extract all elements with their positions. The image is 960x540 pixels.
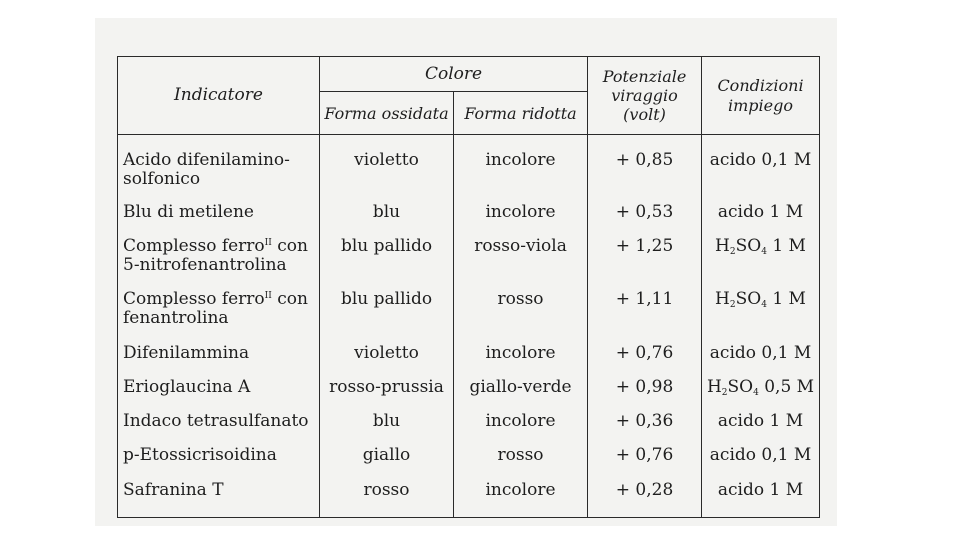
formula-subscript-4: 4 — [753, 387, 759, 398]
header-indicator: Indicatore — [118, 57, 320, 135]
cell-conditions: acido 1 M — [702, 475, 820, 518]
table-row — [118, 135, 820, 197]
concentration-text: 1 M — [766, 235, 806, 256]
cell-indicator-name — [118, 284, 320, 337]
cell-potential: + 0,76 — [588, 338, 702, 372]
table-row — [118, 372, 820, 406]
formula-so: SO — [735, 235, 762, 256]
formula-h: H — [715, 289, 730, 310]
redox-indicators-table — [117, 56, 820, 518]
indicator-name-line1 — [123, 481, 319, 500]
header-oxidized-form: Forma ossidata — [320, 92, 454, 135]
indicator-name-text: Erioglaucina A — [123, 376, 251, 397]
header-reduced-form: Forma ridotta — [454, 92, 588, 135]
formula-subscript-2: 2 — [729, 300, 736, 311]
indicator-name-line1 — [123, 290, 319, 309]
concentration-text: 0,5 M — [758, 376, 815, 397]
indicator-name-text: Complesso ferro — [123, 289, 265, 310]
indicator-name-text: Acido difenilamino- — [123, 150, 290, 170]
formula-h: H — [706, 376, 722, 397]
cell-reduced-color: rosso-viola — [454, 231, 588, 284]
indicator-name-text: Safranina T — [123, 479, 224, 500]
cell-potential: + 0,98 — [588, 372, 702, 406]
indicator-name-text: Difenilammina — [123, 342, 250, 363]
table-row — [118, 338, 820, 372]
cell-oxidized-color: blu — [320, 197, 454, 231]
cell-potential: + 0,76 — [588, 440, 702, 474]
cell-conditions: acido 0,1 M — [702, 338, 820, 372]
cell-reduced-color: incolore — [454, 135, 588, 197]
indicator-name-text: Indaco tetrasulfanato — [123, 411, 309, 432]
table-header — [118, 57, 820, 135]
formula-subscript-4: 4 — [761, 300, 767, 311]
table-row — [118, 284, 820, 337]
table-row — [118, 475, 820, 518]
indicator-name-line2: solfonico — [123, 169, 201, 189]
formula-so: SO — [727, 376, 754, 397]
cell-indicator-name — [118, 372, 320, 406]
indicator-name-suffix: con — [271, 235, 308, 256]
indicator-name-line1 — [123, 412, 319, 431]
header-potential — [588, 57, 702, 135]
table-row — [118, 440, 820, 474]
header-potential-line3: (volt) — [623, 105, 666, 124]
cell-reduced-color: incolore — [454, 475, 588, 518]
cell-reduced-color: incolore — [454, 406, 588, 440]
cell-reduced-color: giallo-verde — [454, 372, 588, 406]
cell-conditions — [702, 372, 820, 406]
cell-potential: + 0,53 — [588, 197, 702, 231]
header-potential-line1: Potenziale — [602, 67, 687, 86]
cell-indicator-name — [118, 197, 320, 231]
header-conditions — [702, 57, 820, 135]
oxidation-state-superscript: II — [264, 237, 272, 248]
cell-oxidized-color: giallo — [320, 440, 454, 474]
formula-subscript-2: 2 — [721, 387, 728, 398]
oxidation-state-superscript: II — [264, 291, 272, 302]
indicator-name-line1 — [123, 446, 319, 465]
indicator-name-line2: 5-nitrofenantrolina — [123, 254, 287, 275]
formula-subscript-2: 2 — [729, 246, 736, 257]
formula-h: H — [715, 235, 730, 256]
cell-conditions — [702, 231, 820, 284]
cell-oxidized-color: blu pallido — [320, 231, 454, 284]
cell-oxidized-color: violetto — [320, 338, 454, 372]
cell-conditions: acido 1 M — [702, 406, 820, 440]
cell-conditions: acido 1 M — [702, 197, 820, 231]
indicator-name-text: Complesso ferro — [123, 235, 265, 256]
indicator-name-line1 — [123, 344, 319, 363]
indicator-name-line1 — [123, 151, 319, 170]
table-row — [118, 406, 820, 440]
cell-potential: + 0,28 — [588, 475, 702, 518]
indicator-name-text: p-Etossicrisoidina — [123, 445, 277, 466]
cell-oxidized-color: violetto — [320, 135, 454, 197]
header-conditions-line2: impiego — [728, 95, 794, 115]
cell-indicator-name — [118, 475, 320, 518]
cell-potential: + 0,85 — [588, 135, 702, 197]
table-row — [118, 197, 820, 231]
cell-oxidized-color: blu — [320, 406, 454, 440]
indicator-name-line1 — [123, 237, 319, 256]
cell-oxidized-color: rosso — [320, 475, 454, 518]
cell-potential: + 1,11 — [588, 284, 702, 337]
cell-oxidized-color: rosso-prussia — [320, 372, 454, 406]
formula-so: SO — [735, 289, 762, 310]
header-potential-line2: viraggio — [611, 86, 678, 105]
cell-conditions — [702, 284, 820, 337]
indicator-name-line2: fenantrolina — [123, 308, 229, 329]
formula-subscript-4: 4 — [761, 246, 767, 257]
indicator-name-line1 — [123, 378, 319, 397]
cell-reduced-color: rosso — [454, 284, 588, 337]
cell-oxidized-color: blu pallido — [320, 284, 454, 337]
cell-conditions: acido 0,1 M — [702, 440, 820, 474]
indicator-name-line1 — [123, 203, 319, 222]
cell-potential: + 0,36 — [588, 406, 702, 440]
header-conditions-line1: Condizioni — [717, 75, 804, 95]
indicator-name-text: Blu di metilene — [123, 201, 254, 222]
table-body — [118, 135, 820, 518]
cell-conditions: acido 0,1 M — [702, 135, 820, 197]
cell-indicator-name — [118, 406, 320, 440]
cell-indicator-name — [118, 440, 320, 474]
indicator-name-suffix: con — [271, 289, 308, 310]
cell-indicator-name — [118, 338, 320, 372]
table-row — [118, 231, 820, 284]
cell-potential: + 1,25 — [588, 231, 702, 284]
cell-indicator-name — [118, 231, 320, 284]
concentration-text: 1 M — [766, 289, 806, 310]
header-color: Colore — [320, 57, 588, 92]
cell-indicator-name — [118, 135, 320, 197]
cell-reduced-color: incolore — [454, 197, 588, 231]
cell-reduced-color: incolore — [454, 338, 588, 372]
cell-reduced-color: rosso — [454, 440, 588, 474]
